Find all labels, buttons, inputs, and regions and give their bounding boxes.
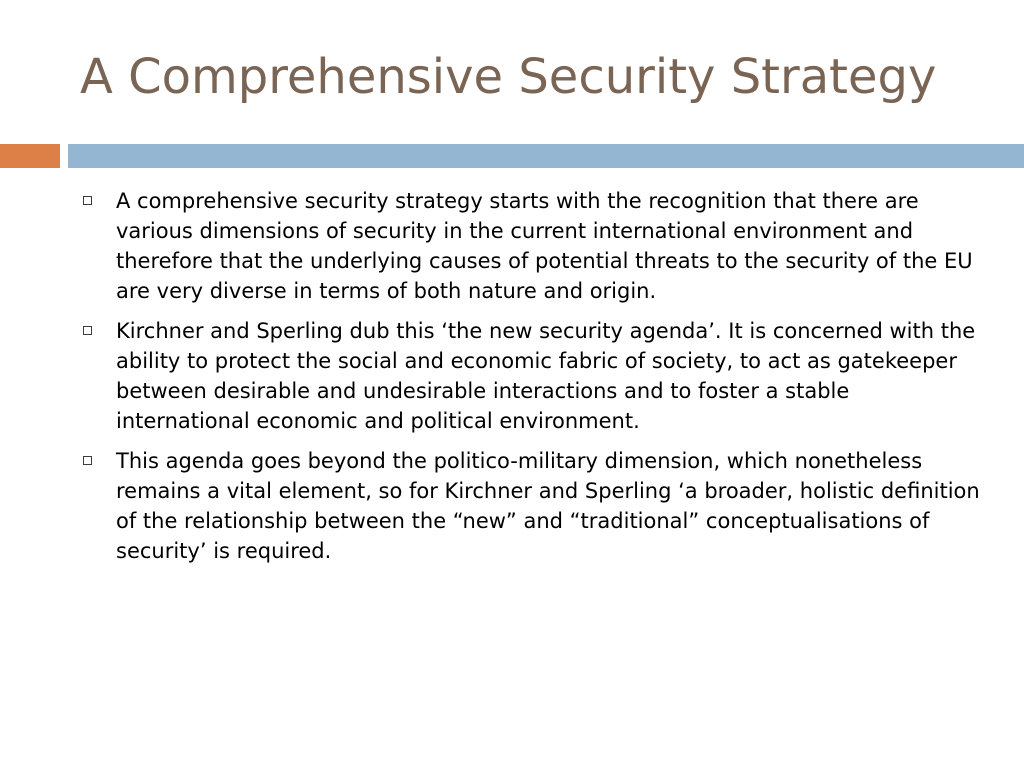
bullet-item (80, 316, 980, 436)
bullet-text: This agenda goes beyond the politico-military dimension, which nonetheless remains a vital element, so for Kirchner and Sperling ‘a broader, holistic definition of the relationship between the “new” and “traditional” conceptualisations of security’ is required. (116, 449, 980, 563)
bullet-item (80, 446, 980, 566)
hollow-square-bullet-icon (83, 326, 92, 335)
bullet-list (80, 186, 980, 576)
hollow-square-bullet-icon (83, 456, 92, 465)
bullet-text: Kirchner and Sperling dub this ‘the new security agenda’. It is concerned with the ability to protect the social and economic fabric of society, to act as gatekeeper between desirable and undesirable interactions and to foster a stable international economic and political environment. (116, 319, 976, 433)
slide-title: A Comprehensive Security Strategy (80, 49, 937, 105)
accent-bar-blue (68, 144, 1024, 168)
bullet-text: A comprehensive security strategy starts with the recognition that there are various dimensions of security in the current international environment and therefore that the underlying causes of potential threats to the security of the EU are very diverse in terms of both nature and origin. (116, 189, 973, 303)
bullet-item (80, 186, 980, 306)
accent-bar-orange (0, 144, 60, 168)
hollow-square-bullet-icon (83, 196, 92, 205)
